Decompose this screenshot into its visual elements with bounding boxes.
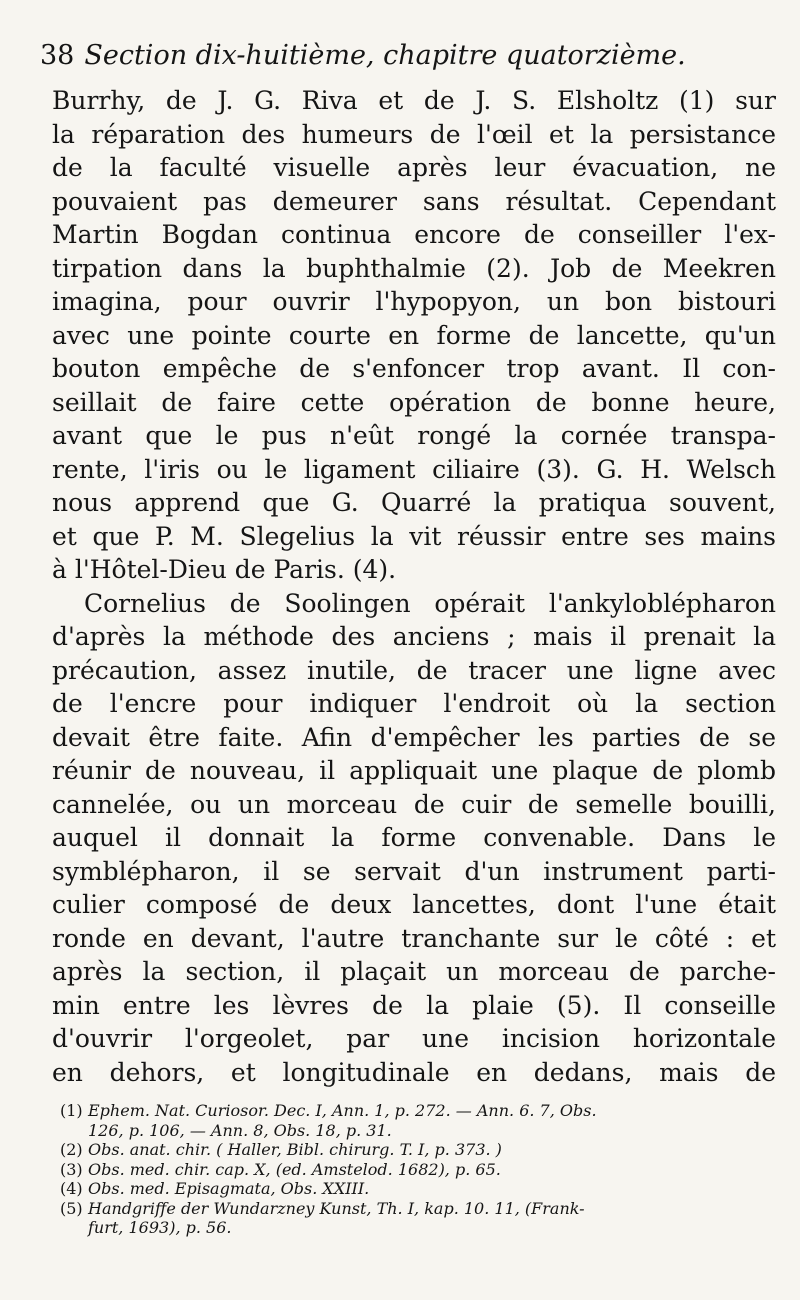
text-line: auquel il donnait la forme convenable. Dans le <box>52 823 776 852</box>
footnote-continuation <box>60 1218 784 1238</box>
running-title: Section dix-huitième, chapitre quatorzième. <box>84 40 686 71</box>
text-line-paragraph-start: Cornelius de Soolingen opérait l'ankyloblépharon <box>84 588 776 618</box>
footnote-text: 126, p. 106, — Ann. 8, Obs. 18, p. 31. <box>88 1120 392 1140</box>
text-line: symblépharon, il se servait d'un instrument parti- <box>52 856 776 886</box>
footnote <box>60 1160 784 1180</box>
text-line: devait être faite. Afin d'empêcher les parties de se <box>52 722 776 752</box>
text-line: avec une pointe courte en forme de lancette, qu'un <box>52 320 776 350</box>
footnote-marker: (1) <box>60 1101 83 1120</box>
text-line: nous apprend que G. Quarré la pratiqua souvent, <box>52 488 776 517</box>
footnote-text: furt, 1693), p. 56. <box>88 1218 232 1237</box>
text-line: rente, l'iris ou le ligament ciliaire (3). G. H. Welsch <box>52 454 776 484</box>
text-line: et que P. M. Slegelius la vit réussir entre ses mains <box>52 521 776 551</box>
text-line: réunir de nouveau, il appliquait une plaque de plomb <box>52 756 776 785</box>
text-line: min entre les lèvres de la plaie (5). Il conseille <box>52 990 776 1020</box>
footnote-marker: (5) <box>60 1198 83 1218</box>
page-header <box>40 36 780 76</box>
text-line: ronde en devant, l'autre tranchante sur le côté : et <box>52 923 776 953</box>
text-line: précaution, assez inutile, de tracer une ligne avec <box>52 655 776 685</box>
footnote-marker: (3) <box>60 1159 83 1179</box>
text-line: d'après la méthode des anciens ; mais il prenait la <box>52 622 776 651</box>
text-line: en dehors, et longitudinale en dedans, mais de <box>52 1057 776 1087</box>
footnote <box>60 1179 784 1199</box>
footnote-text: Ephem. Nat. Curiosor. Dec. I, Ann. 1, p. 272. — Ann. 6. 7, Obs. <box>88 1101 597 1120</box>
footnote-continuation <box>60 1121 784 1141</box>
text-line: de la faculté visuelle après leur évacuation, ne <box>52 153 776 182</box>
text-line: tirpation dans la buphthalmie (2). Job de Meekren <box>52 253 776 283</box>
text-line: imagina, pour ouvrir l'hypopyon, un bon bistouri <box>52 287 776 316</box>
text-line: seillait de faire cette opération de bonne heure, <box>52 387 776 417</box>
text-line: pouvaient pas demeurer sans résultat. Cependant <box>52 186 776 216</box>
text-line: avant que le pus n'eût rongé la cornée transpa- <box>52 421 776 450</box>
footnote-text: Handgriffe der Wundarzney Kunst, Th. I, kap. 10. 11, (Frank- <box>88 1198 585 1218</box>
footnote <box>60 1140 784 1160</box>
text-line: d'ouvrir l'orgeolet, par une incision horizontale <box>52 1024 776 1053</box>
text-line: Martin Bogdan continua encore de conseiller l'ex- <box>52 220 776 249</box>
text-line: cannelée, ou un morceau de cuir de semelle bouilli, <box>52 789 776 819</box>
text-line: la réparation des humeurs de l'œil et la persistance <box>52 119 776 149</box>
page-number: 38 <box>40 40 75 71</box>
footnote <box>60 1101 784 1121</box>
text-line: Burrhy, de J. G. Riva et de J. S. Elsholtz (1) sur <box>52 86 776 115</box>
text-line: culier composé de deux lancettes, dont l'une était <box>52 890 776 919</box>
text-line: après la section, il plaçait un morceau de parche- <box>52 957 776 986</box>
footnote-text: Obs. med. chir. cap. X, (ed. Amstelod. 1682), p. 65. <box>88 1159 501 1179</box>
text-line: bouton empêche de s'enfoncer trop avant. Il con- <box>52 354 776 383</box>
footnote <box>60 1199 784 1219</box>
footnote-marker: (4) <box>60 1179 83 1198</box>
footnote-text: Obs. anat. chir. ( Haller, Bibl. chirurg. T. I, p. 373. ) <box>88 1140 502 1159</box>
footnotes <box>60 1101 784 1238</box>
body-text <box>52 84 776 1089</box>
footnote-marker: (2) <box>60 1140 83 1159</box>
footnote-text: Obs. med. Episagmata, Obs. XXIII. <box>88 1179 370 1198</box>
text-line: de l'encre pour indiquer l'endroit où la section <box>52 689 776 718</box>
text-line-paragraph-end: à l'Hôtel-Dieu de Paris. (4). <box>52 555 397 584</box>
